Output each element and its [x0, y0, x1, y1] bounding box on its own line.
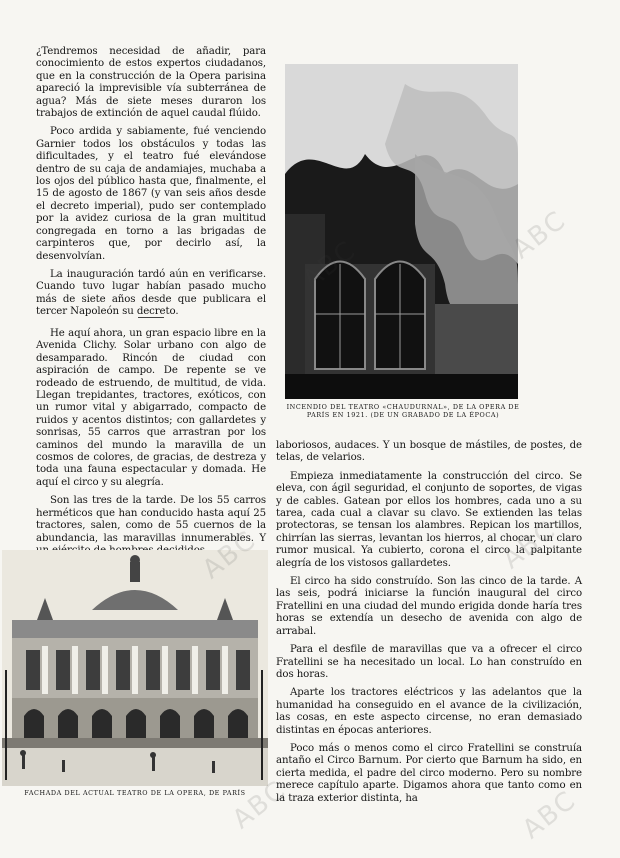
- watermark: ABC: [507, 204, 573, 266]
- article-column-right: [276, 440, 582, 811]
- watermark: ABC: [517, 784, 583, 846]
- paragraph: ¿Tendremos necesidad de añadir, para conocimiento de estos expertos ciudadanos, que en la construcción de la Opera parisina apareció la imprevisible vía subterránea de agua? Más de siete meses duraron los trabajos de extinción de aquel caudal flúido.: [36, 46, 266, 120]
- paragraph: Para el desfile de maravillas que va a ofrecer el circo Fratellini se ha necesitado un local. Lo han construído en dos horas.: [276, 644, 582, 680]
- paragraph: Empieza inmediatamente la construcción del circo. Se eleva, con ágil seguridad, el conjunto de soportes, de vigas y de cables. Gatean por ellos los hombres, cada uno a su tarea, cada cual a clavar su clavo. Se extienden las telas protectoras, se tensan los alambres. Repican los martillos, chirrían las sierras, levantan los hierros, al chocar, un claro rumor musical. Ya cubierto, corona el circo la palpitante alegría de los vistosos gallardetes.: [276, 470, 582, 569]
- paragraph: El circo ha sido construído. Son las cinco de la tarde. A las seis, podrá iniciarse la función inaugural del circo Fratellini en una ciudad del mundo erigida donde haría tres horas se extendía un desecho de avenida con algo de arrabal.: [276, 576, 582, 637]
- watermark: ABC: [497, 514, 563, 576]
- paragraph: laboriosos, audaces. Y un bosque de mástiles, de postes, de telas, de velarios.: [276, 440, 582, 464]
- opera-fire-photo: [285, 64, 518, 399]
- article-column-left-top: [36, 46, 266, 325]
- paragraph: La inauguración tardó aún en verificarse. Cuando tuvo lugar habían pasado mucho más de siete años desde que publicara el tercer Napoleón su decreto.: [36, 268, 266, 318]
- paragraph: Son las tres de la tarde. De los 55 carros herméticos que han conducido hasta aquí 25 tractores, salen, como de 55 cuernos de la abundancia, las maravillas innumerables. Y: [36, 495, 266, 544]
- engraving-caption: FACHADA DEL ACTUAL TEATRO DE LA OPERA, DE PARÍS: [24, 789, 246, 797]
- article-column-left-middle: [36, 328, 266, 563]
- section-separator: [138, 317, 164, 318]
- paragraph: He aquí ahora, un gran espacio libre en la Avenida Clichy. Solar urbano con algo de desamparado. Rincón de ciudad con aspiración de campo. De repente se ve rodeado de estruendo, de multitud, de vida. Llegan trepidantes, tractores, exóticos, con un rumor vital y abigarrado, compacto de ruidos y acentos distintos; con gallardetes y sonrisas, 55 carros que arrastran por los caminos del mundo la maravilla de un cosmos de colores, de gracias, de destreza y toda una fauna espectacular y domada. He aquí el circo y su alegría.: [36, 328, 266, 488]
- watermark: ABC: [227, 774, 293, 836]
- photo-caption: INCENDIO DEL TEATRO «CHAUDURNAL», DE LA OPERA DE PARÍS EN 1921. (DE UN GRABADO DE LA ÉPOCA): [286, 403, 520, 419]
- paragraph: Poco más o menos como el circo Fratellini se construía antaño el Circo Barnum. Por cierto que Barnum ha sido, en cierta medida, el padre del circo moderno. Pero su nombre merece capítulo aparte. Digamos ahora que tanto como en la traza exterior distinta, ha: [276, 742, 582, 804]
- opera-facade-engraving: [2, 550, 268, 786]
- paragraph: Poco ardida y sabiamente, fué venciendo Garnier todos los obstáculos y todas las dificultades, y el teatro fué elevándose dentro de su caja de andamiajes, muchaba a los ojos del público hasta que, finalmente, el 15 de agosto de 1867 (y van seis años desde el decreto imperial), pudo ser contemplado por la avidez curiosa de la gran multitud congregada en torno a las brigadas de carpinteros que, por decirlo así, la desenvolvían.: [36, 126, 266, 262]
- paragraph: Aparte los tractores eléctricos y las adelantos que la humanidad ha conseguido en el avance de la civilización, las cosas, en este aspecto circense, no eran demasiado distintas en épocas anteriores.: [276, 687, 582, 736]
